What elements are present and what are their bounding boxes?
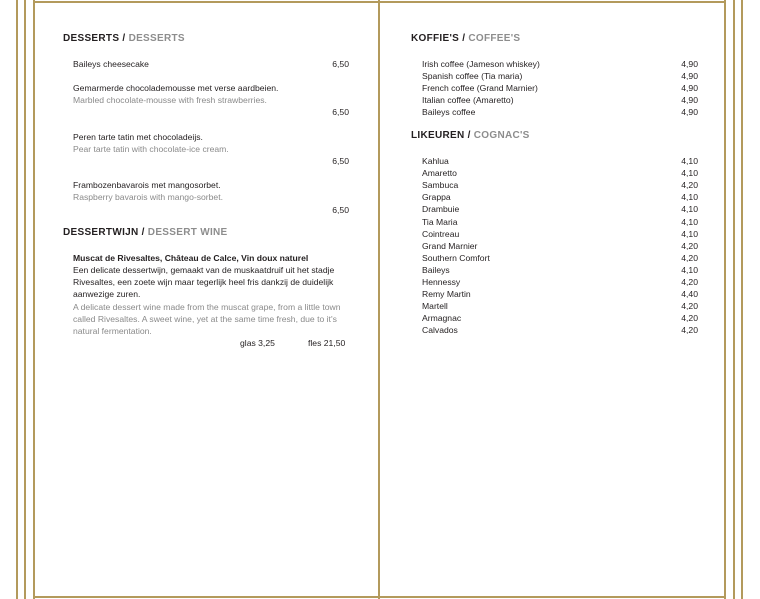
- border-frame-left: [33, 0, 35, 599]
- liqueur-item-name: Cointreau: [422, 228, 460, 239]
- dessert-item-name: Gemarmerde chocolademousse met verse aardbeien.: [73, 83, 279, 93]
- liqueur-item-name: Tia Maria: [422, 216, 458, 227]
- liqueurs-title: LIKEUREN: [411, 130, 465, 141]
- dessert-item-price: 6,50: [332, 59, 349, 69]
- dessertwine-title-en: DESSERT WINE: [147, 227, 228, 238]
- border-top: [33, 1, 726, 3]
- liqueur-item-name: Grand Marnier: [422, 240, 478, 251]
- coffee-item-name: Italian coffee (Amaretto): [422, 95, 514, 106]
- liqueur-item-price: 4,20: [681, 252, 698, 263]
- coffee-title-en: COFFEE'S: [468, 33, 521, 44]
- liqueur-item-name: Calvados: [422, 325, 458, 336]
- liqueur-item-price: 4,10: [681, 192, 698, 203]
- coffee-item-name: Spanish coffee (Tia maria): [422, 71, 523, 82]
- border-bottom: [33, 596, 726, 598]
- liqueur-item-price: 4,20: [681, 277, 698, 287]
- dessertwine-heading: DESSERTWIJN / DESSERT WINE: [63, 227, 228, 238]
- liqueur-item-name: Hennessy: [422, 277, 461, 287]
- dessertwine-desc-nl-line: Rivesaltes, een zoete wijn maar tegerlijk heel fris dankzij de duidelijk: [73, 277, 334, 287]
- dessert-item-name: Frambozenbavarois met mangosorbet.: [73, 180, 221, 190]
- dessertwine-desc-nl-line: aanwezige zuren.: [73, 289, 141, 299]
- liqueur-item-name: Sambuca: [422, 180, 459, 191]
- dessertwine-glass-price: glas 3,25: [240, 338, 275, 348]
- liqueur-item-name: Remy Martin: [422, 289, 471, 300]
- liqueur-item-price: 4,10: [681, 204, 698, 215]
- liqueur-item-price: 4,20: [681, 325, 698, 336]
- liqueur-item-price: 4,10: [681, 264, 698, 275]
- coffee-heading: KOFFIE'S / COFFEE'S: [411, 33, 521, 44]
- coffee-item-name: Irish coffee (Jameson whiskey): [422, 59, 540, 69]
- liqueur-item-price: 4,20: [681, 313, 698, 324]
- dessert-item-name: Peren tarte tatin met chocoladeijs.: [73, 132, 203, 142]
- dessert-item-price: 6,50: [332, 107, 349, 117]
- liqueur-item-name: Drambuie: [422, 204, 460, 215]
- dessertwine-desc-nl-line: Een delicate dessertwijn, gemaakt van de muskaatdruif uit het stadje: [73, 265, 335, 275]
- border-left-inner: [24, 0, 26, 599]
- coffee-item-name: French coffee (Grand Marnier): [422, 83, 538, 94]
- dessertwine-name: Muscat de Rivesaltes, Château de Calce, Vin doux naturel: [73, 253, 309, 263]
- liqueur-item-price: 4,10: [681, 228, 698, 239]
- coffee-item-name: Baileys coffee: [422, 107, 476, 118]
- liqueur-item-name: Southern Comfort: [422, 252, 490, 263]
- dessert-item-price: 6,50: [332, 205, 349, 215]
- liqueur-item-name: Kahlua: [422, 156, 449, 166]
- liqueur-item-price: 4,40: [681, 289, 698, 300]
- liqueur-item-price: 4,10: [681, 216, 698, 227]
- dessert-item-name-en: Raspberry bavarois with mango-sorbet.: [73, 192, 223, 202]
- liqueur-item-price: 4,10: [681, 156, 698, 166]
- dessertwine-title: DESSERTWIJN: [63, 227, 139, 238]
- dessertwine-desc-en-line: A delicate dessert wine made from the muscat grape, from a little town: [73, 302, 341, 312]
- dessertwine-bottle-price: fles 21,50: [308, 338, 346, 348]
- liqueur-item-price: 4,10: [681, 168, 698, 179]
- liqueur-item-price: 4,20: [681, 240, 698, 251]
- dessert-item-name-en: Pear tarte tatin with chocolate-ice cream.: [73, 144, 229, 154]
- liqueur-item-price: 4,20: [681, 180, 698, 191]
- dessert-item-name-en: Marbled chocolate-mousse with fresh strawberries.: [73, 95, 267, 105]
- dessert-item-price: 6,50: [332, 156, 349, 166]
- border-left-outer: [16, 0, 18, 599]
- liqueurs-heading: LIKEUREN / COGNAC'S: [411, 130, 530, 141]
- coffee-item-price: 4,90: [681, 83, 698, 94]
- liqueur-item-name: Baileys: [422, 264, 450, 275]
- border-right-inner: [733, 0, 735, 599]
- coffee-title: KOFFIE'S: [411, 33, 460, 44]
- coffee-item-price: 4,90: [681, 95, 698, 106]
- dessertwine-desc-en-line: called Rivesaltes. A sweet wine, yet at the same time fresh, due to it's: [73, 314, 337, 324]
- dessertwine-desc-en-line: natural fermentation.: [73, 326, 152, 336]
- coffee-item-price: 4,90: [681, 59, 698, 69]
- liqueur-item-name: Grappa: [422, 192, 451, 203]
- dessert-item-name: Baileys cheesecake: [73, 59, 149, 69]
- liqueur-item-name: Armagnac: [422, 313, 462, 324]
- liqueurs-title-en: COGNAC'S: [473, 130, 530, 141]
- liqueur-item-name: Martell: [422, 301, 448, 312]
- liqueur-item-price: 4,20: [681, 301, 698, 312]
- desserts-heading: DESSERTS / DESSERTS: [63, 33, 185, 44]
- coffee-item-price: 4,90: [681, 107, 698, 118]
- border-center: [378, 0, 380, 599]
- desserts-title-en: DESSERTS: [128, 33, 185, 44]
- desserts-title: DESSERTS: [63, 33, 120, 44]
- border-frame-right: [724, 0, 726, 599]
- coffee-item-price: 4,90: [681, 71, 698, 82]
- border-right-outer: [741, 0, 743, 599]
- liqueur-item-name: Amaretto: [422, 168, 457, 179]
